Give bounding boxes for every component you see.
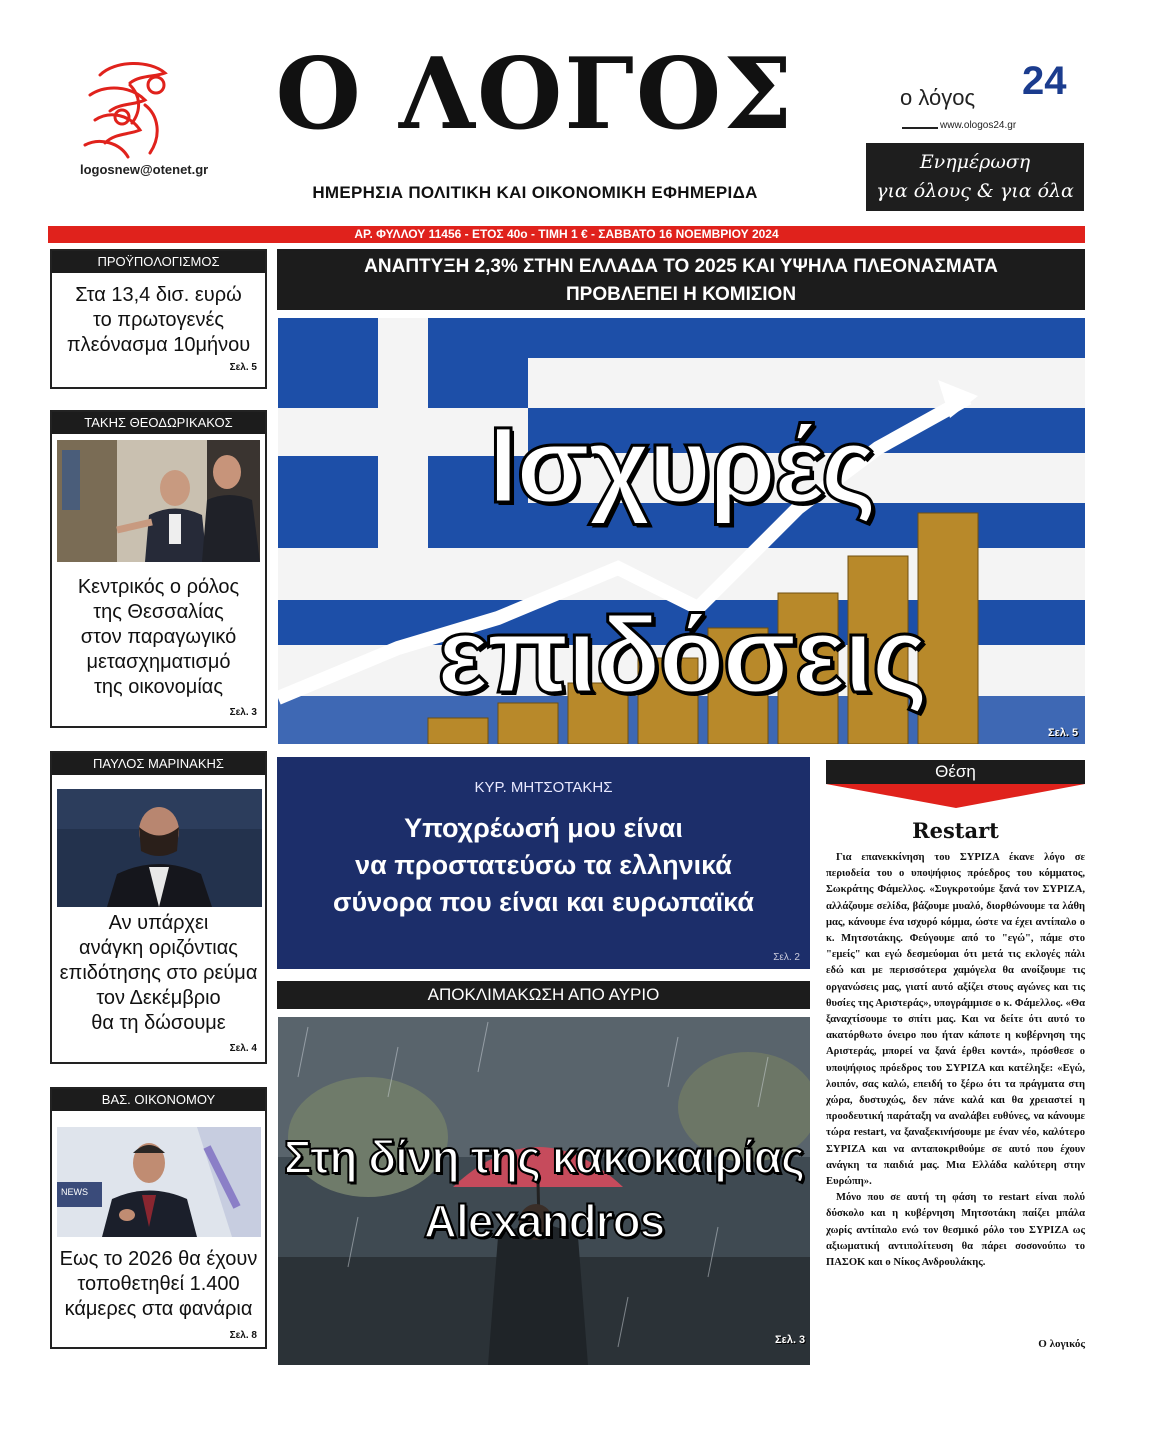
sidebar-story-budget[interactable] xyxy=(50,249,267,389)
storm-headline xyxy=(278,1125,810,1253)
story-category: ΠΑΥΛΟΣ ΜΑΡΙΝΑΚΗΣ xyxy=(52,753,265,775)
headline-line: κάμερες στα φανάρια xyxy=(64,1298,253,1320)
headline-line: της Θεσσαλίας xyxy=(93,601,224,623)
story-headline xyxy=(52,1247,265,1322)
lead-kicker-line-2: ΠΡΟΒΛΕΠΕΙ Η ΚΟΜΙΣΙΟΝ xyxy=(565,284,797,305)
headline-line: επιδότησης στο ρεύμα xyxy=(59,962,258,984)
headline-line: Κεντρικός ο ρόλος xyxy=(77,576,240,598)
headline-line: πλεόνασμα 10μήνου xyxy=(66,334,251,356)
story-headline xyxy=(277,810,810,921)
contact-email[interactable]: logosnew@otenet.gr xyxy=(80,162,209,177)
headline-line: μετασχηματισμό xyxy=(86,651,231,673)
editorial-paragraph-2: Μόνο που σε αυτή τη φάση το restart είναι πολύ δύσκολο και η κυβέρνηση Μητσοτάκη παίζει μπάλα χωρίς αντίπαλο ενώ τον θεσμικό ρόλο του ΣΥΡΙΖΑ ως αξιωματική αντιπολίτευση θα πάρει σοσονούπω το ΠΑΣΟΚ και ο Νίκος Ανδρουλάκης. xyxy=(826,1192,1085,1269)
story-category: ΤΑΚΗΣ ΘΕΟΔΩΡΙΚΑΚΟΣ xyxy=(52,412,265,434)
storm-kicker: ΑΠΟΚΛΙΜΑΚΩΣΗ ΑΠΟ ΑΥΡΙΟ xyxy=(277,981,810,1009)
page-reference: Σελ. 2 xyxy=(773,952,800,963)
story-headline xyxy=(52,575,265,700)
slogan-line-2: για όλους & για όλα xyxy=(876,180,1074,202)
story-kicker: ΚΥΡ. ΜΗΤΣΟΤΑΚΗΣ xyxy=(474,779,613,796)
page-reference: Σελ. 8 xyxy=(229,1330,257,1341)
newspaper-subtitle: ΗΜΕΡΗΣΙΑ ΠΟΛΙΤΙΚΗ ΚΑΙ ΟΙΚΟΝΟΜΙΚΗ ΕΦΗΜΕΡΙΔΑ xyxy=(312,183,758,202)
newspaper-logo-emblem xyxy=(70,55,190,165)
tv-channel-caption: NEWS xyxy=(61,1187,88,1197)
lead-page-reference: Σελ. 5 xyxy=(1048,727,1079,739)
theodorikakos-photo xyxy=(57,440,260,567)
editorial-body xyxy=(826,850,1085,1271)
headline-line: της οικονομίας xyxy=(94,676,223,698)
lead-kicker-line-1: ΑΝΑΠΤΥΞΗ 2,3% ΣΤΗΝ ΕΛΛΑΔΑ ΤΟ 2025 ΚΑΙ ΥΨΗΛΑ ΠΛΕΟΝΑΣΜΑΤΑ xyxy=(364,256,998,277)
sidebar-story-theodorikakos[interactable] xyxy=(50,410,267,728)
brand-divider xyxy=(902,127,938,129)
slogan-box xyxy=(866,143,1084,211)
marinakis-photo xyxy=(57,789,262,912)
editorial-section-label: Θέση xyxy=(826,760,1085,784)
editorial-red-triangle xyxy=(826,784,1085,808)
headline-line: το πρωτογενές xyxy=(92,309,224,331)
sidebar-story-marinakis[interactable] xyxy=(50,751,267,1064)
headline-line: θα τη δώσουμε xyxy=(91,1012,226,1034)
newspaper-title: Ο ΛΟΓΟΣ xyxy=(275,37,795,152)
editorial-signature: Ο λογικός xyxy=(1038,1338,1085,1350)
editorial-paragraph-1: Για επανεκκίνηση του ΣΥΡΙΖΑ έκανε λόγο σε περιοδεία του ο υποψήφιος πρόεδρος του κόμματος, Σωκράτης Φάμελλος. «Συγκροτούμε ξανά τον ΣΥΡΙΖΑ, αλλάζουμε σελίδα, βάζουμε μυαλό, διορθώνουμε τα λάθη μας, κάνουμε ένα ισχυρό κόμμα, ώστε να έχει αντίπαλο ο κ. Μητσοτάκης. Φεύγουμε από το "εγώ", πάμε στο "εμείς" και εγώ δεσμεύομαι ότι μετά τις εκλογές πάλι εδώ και με περισσότερα χαμόγελα θα ανοίξουμε τις οργανώσεις μας, γιατί αυτό αξίζει στους αγώνες και τις θυσίες της Αριστεράς», υπογράμμισε ο κ. Φάμελλος. «Θα ξαναχτίσουμε το σπίτι μας. Και να δείτε ότι αυτό το ακατόρθωτο όνειρο που ήταν κάποτε η κυβέρνηση της Αριστεράς, μπορεί να ξανά έρθει κοντά», πρόσθεσε ο υποψήφιος πρόεδρος του ΣΥΡΙΖΑ και κατέληξε: «Εγώ, λοιπόν, σας καλώ, επειδή το ξέρω ότι τα πράγματα στη χώρα, δυστυχώς, δεν πάνε καλά και θα χρειαστεί η προοδευτική παράταξη να αναλάβει ευθύνες, να κάνουμε τώρα restart, να ξαναξεκινήσουμε με έναν νέο, καλύτερο ΣΥΡΙΖΑ και να ανταποκριθούμε σε αυτό που έχουν ανάγκη τα παιδιά μας. Μια Ελλάδα καλύτερη στην Ευρώπη». xyxy=(826,852,1085,1188)
brand-text: ο λόγος xyxy=(900,85,976,110)
ologos24-brand[interactable] xyxy=(900,59,1067,111)
lead-kicker xyxy=(277,249,1085,310)
brand-url-link[interactable]: www.ologos24.gr xyxy=(940,120,1017,131)
story-headline xyxy=(52,911,265,1036)
slogan-line-1: Ενημέρωση xyxy=(919,151,1031,173)
headline-line: τον Δεκέμβριο xyxy=(96,987,221,1009)
page-reference: Σελ. 5 xyxy=(229,362,257,373)
sidebar-story-oikonomou[interactable] xyxy=(50,1087,267,1349)
headline-line: να προστατεύσω τα ελληνικά xyxy=(355,850,732,880)
brand-number: 24 xyxy=(1022,59,1067,103)
headline-line: Στα 13,4 δισ. ευρώ xyxy=(75,284,242,306)
storm-headline-line-1: Στη δίνη της κακοκαιρίας xyxy=(284,1131,804,1183)
headline-line: Υποχρέωσή μου είναι xyxy=(404,813,683,843)
headline-line: Εως το 2026 θα έχουν xyxy=(59,1248,258,1270)
headline-line: σύνορα που είναι και ευρωπαϊκά xyxy=(333,887,754,917)
page-reference: Σελ. 4 xyxy=(229,1043,257,1054)
headline-line: τοποθετηθεί 1.400 xyxy=(77,1273,240,1295)
oikonomou-photo xyxy=(57,1127,261,1242)
lead-headline xyxy=(278,370,1085,750)
storm-headline-line-2: Alexandros xyxy=(423,1195,665,1247)
editorial-title: Restart xyxy=(912,818,999,843)
lead-headline-line-2: επιδόσεις xyxy=(437,594,926,715)
headline-line: Αν υπάρχει xyxy=(108,912,209,934)
headline-line: ανάγκη οριζόντιας xyxy=(79,937,238,959)
story-category: ΠΡΟΫΠΟΛΟΓΙΣΜΟΣ xyxy=(52,251,265,273)
lead-headline-line-1: Ισχυρές xyxy=(488,404,875,525)
headline-line: στον παραγωγικό xyxy=(80,626,237,648)
issue-info-bar: ΑΡ. ΦΥΛΛΟΥ 11456 - ΕΤΟΣ 40ο - ΤΙΜΗ 1 € - ΣΑΒΒΑΤΟ 16 ΝΟΕΜΒΡΙΟΥ 2024 xyxy=(48,226,1085,243)
page-reference: Σελ. 3 xyxy=(229,707,257,718)
story-headline xyxy=(52,283,265,358)
storm-page-reference: Σελ. 3 xyxy=(775,1334,806,1346)
story-category: ΒΑΣ. ΟΙΚΟΝΟΜΟΥ xyxy=(52,1089,265,1111)
mitsotakis-story[interactable] xyxy=(277,757,810,969)
